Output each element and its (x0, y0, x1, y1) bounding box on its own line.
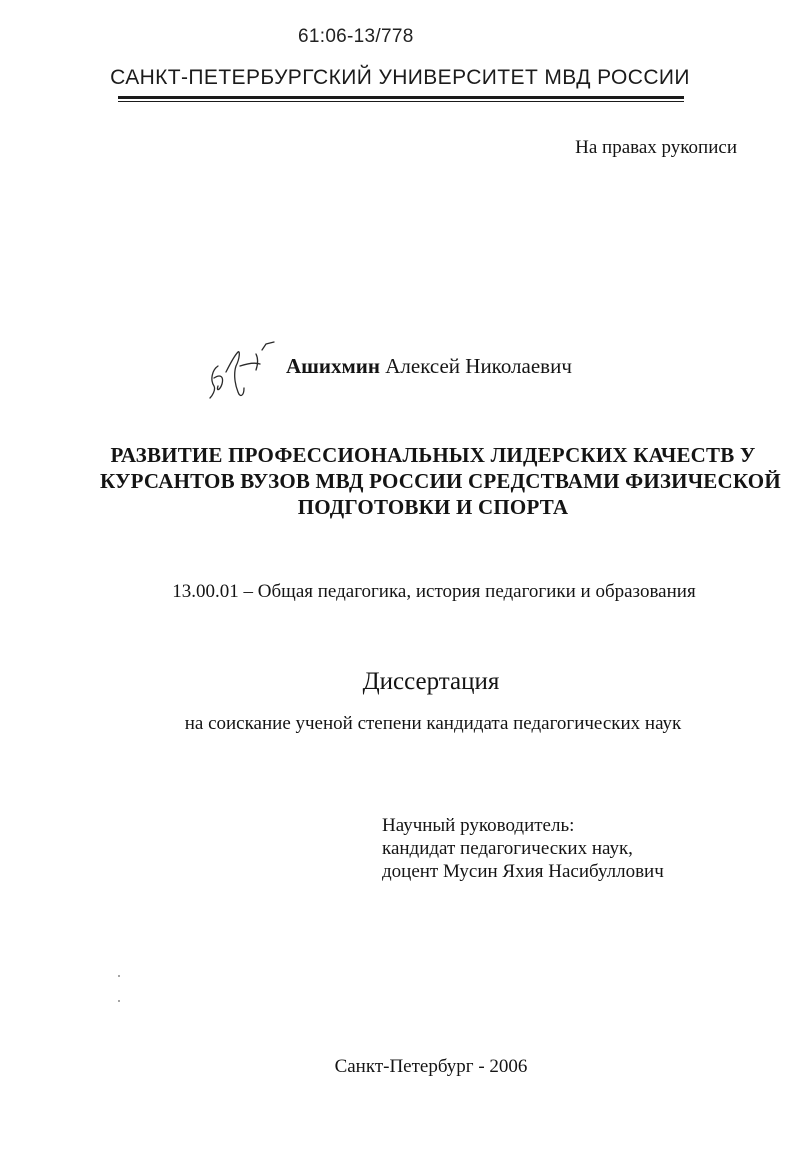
scan-speck (118, 975, 120, 977)
work-type-heading: Диссертация (362, 668, 500, 695)
supervisor-block (382, 814, 664, 883)
scan-speck (118, 1000, 120, 1002)
degree-line: на соискание ученой степени кандидата педагогических наук (184, 713, 682, 734)
city-year: Санкт-Петербург - 2006 (334, 1056, 528, 1077)
institution-name: САНКТ-ПЕТЕРБУРГСКИЙ УНИВЕРСИТЕТ МВД РОССИИ (110, 66, 690, 89)
author-surname: Ашихмин (286, 354, 380, 378)
catalog-number: 61:06-13/778 (298, 26, 414, 47)
supervisor-label: Научный руководитель: (382, 815, 575, 836)
thesis-title-line: ПОДГОТОВКИ И СПОРТА (297, 495, 569, 519)
thesis-title (100, 442, 781, 520)
handwritten-signature (204, 326, 284, 404)
author-given-names: Алексей Николаевич (385, 354, 572, 378)
thesis-title-line: РАЗВИТИЕ ПРОФЕССИОНАЛЬНЫХ ЛИДЕРСКИХ КАЧЕСТВ У (110, 443, 756, 467)
header-rule-thin (118, 101, 684, 102)
author-name (286, 354, 572, 379)
supervisor-name: доцент Мусин Яхия Насибуллович (382, 861, 664, 882)
thesis-title-line: КУРСАНТОВ ВУЗОВ МВД РОССИИ СРЕДСТВАМИ ФИЗИЧЕСКОЙ (100, 469, 781, 493)
supervisor-degree: кандидат педагогических наук, (382, 838, 633, 859)
header-rule-thick (118, 96, 684, 99)
rights-note: На правах рукописи (575, 137, 737, 158)
specialty-code: 13.00.01 – Общая педагогика, история педагогики и образования (172, 581, 696, 602)
